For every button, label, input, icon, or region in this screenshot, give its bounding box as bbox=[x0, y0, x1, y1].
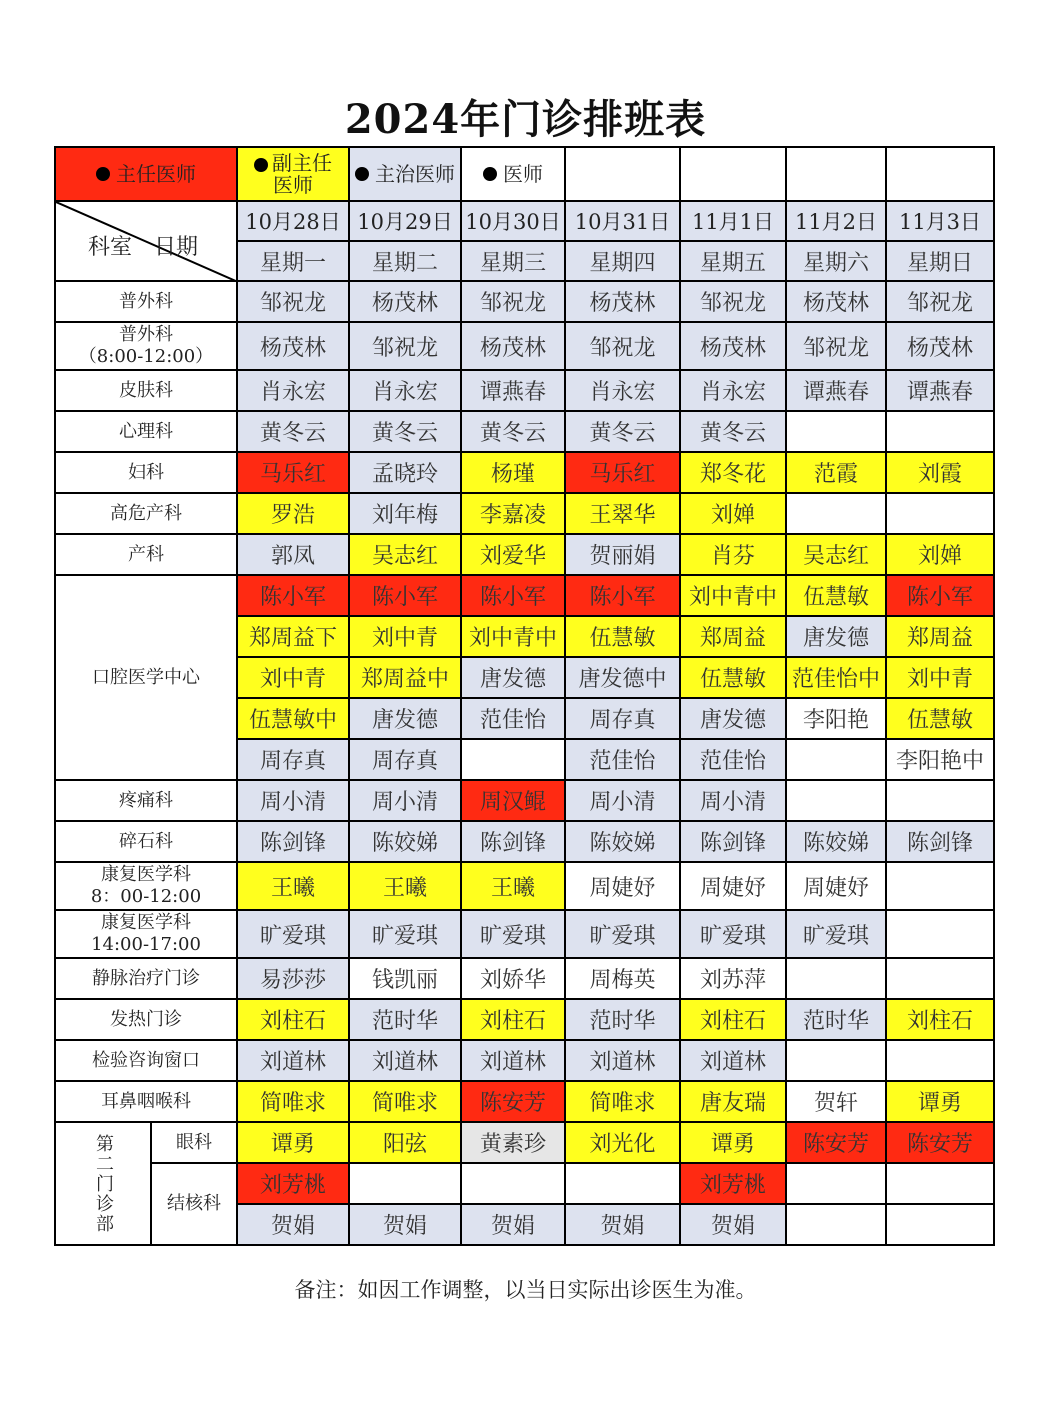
schedule-cell: 范佳怡 bbox=[680, 739, 786, 780]
schedule-cell: 刘中青 bbox=[349, 616, 461, 657]
schedule-cell: 刘道林 bbox=[349, 1040, 461, 1081]
table-corner bbox=[55, 201, 237, 281]
dept-label bbox=[55, 910, 237, 958]
dept-label bbox=[55, 780, 237, 821]
schedule-cell: 陈姣娣 bbox=[786, 821, 886, 862]
dept-label: 眼科 bbox=[151, 1122, 237, 1163]
schedule-cell: 范时华 bbox=[786, 999, 886, 1040]
schedule-cell: 吴志红 bbox=[349, 534, 461, 575]
dept-name: 康复医学科 bbox=[101, 864, 191, 885]
schedule-cell: 唐发德 bbox=[461, 657, 565, 698]
schedule-cell: 谭勇 bbox=[680, 1122, 786, 1163]
legend-associate bbox=[237, 147, 349, 201]
schedule-cell: 陈剑锋 bbox=[886, 821, 994, 862]
schedule-cell: 刘芳桃 bbox=[237, 1163, 349, 1204]
dept-label bbox=[55, 493, 237, 534]
legend-physician bbox=[461, 147, 565, 201]
dept-name: 康复医学科 bbox=[101, 912, 191, 933]
table-row bbox=[55, 862, 994, 910]
schedule-cell: 刘中青 bbox=[237, 657, 349, 698]
schedule-cell bbox=[786, 493, 886, 534]
schedule-cell: 范佳怡 bbox=[565, 739, 680, 780]
dept-label bbox=[55, 370, 237, 411]
schedule-cell: 李阳艳中 bbox=[886, 739, 994, 780]
dept-name: 检验咨询窗口 bbox=[92, 1049, 200, 1071]
schedule-cell: 陈小军 bbox=[237, 575, 349, 616]
dept-label: 结核科 bbox=[151, 1163, 237, 1245]
schedule-cell: 李嘉凌 bbox=[461, 493, 565, 534]
schedule-cell: 杨茂林 bbox=[680, 322, 786, 370]
schedule-cell: 旷爱琪 bbox=[786, 910, 886, 958]
schedule-cell: 贺娟 bbox=[237, 1204, 349, 1245]
dept-label bbox=[55, 999, 237, 1040]
schedule-cell: 周婕妤 bbox=[786, 862, 886, 910]
schedule-cell: 周存真 bbox=[565, 698, 680, 739]
weekday-header: 星期四 bbox=[565, 241, 680, 281]
dept-name: 心理科 bbox=[119, 420, 173, 442]
schedule-cell: 杨茂林 bbox=[349, 281, 461, 322]
schedule-cell: 杨茂林 bbox=[237, 322, 349, 370]
dept-label: 口腔医学中心 bbox=[55, 575, 237, 780]
schedule-cell: 罗浩 bbox=[237, 493, 349, 534]
schedule-cell: 伍慧敏 bbox=[680, 657, 786, 698]
table-row bbox=[55, 493, 994, 534]
schedule-cell: 杨茂林 bbox=[461, 322, 565, 370]
schedule-cell: 范时华 bbox=[349, 999, 461, 1040]
schedule-cell: 刘道林 bbox=[565, 1040, 680, 1081]
corner-dept-label: 科室 bbox=[88, 235, 133, 260]
schedule-cell: 刘芳桃 bbox=[680, 1163, 786, 1204]
schedule-cell: 陈安芳 bbox=[786, 1122, 886, 1163]
schedule-cell: 谭勇 bbox=[237, 1122, 349, 1163]
table-row bbox=[55, 910, 994, 958]
weekday-header: 星期五 bbox=[680, 241, 786, 281]
dept-hours: （8:00-12:00） bbox=[78, 346, 214, 367]
dept-label bbox=[55, 534, 237, 575]
footnote: 备注：如因工作调整，以当日实际出诊医生为准。 bbox=[294, 1278, 757, 1302]
schedule-cell: 邹祝龙 bbox=[565, 322, 680, 370]
legend-chief-label: 主任医师 bbox=[116, 162, 196, 186]
schedule-cell bbox=[886, 411, 994, 452]
dept-name: 耳鼻咽喉科 bbox=[101, 1090, 191, 1112]
date-header: 10月31日 bbox=[565, 201, 680, 241]
schedule-cell bbox=[886, 1163, 994, 1204]
schedule-cell: 郭凤 bbox=[237, 534, 349, 575]
schedule-cell: 唐友瑞 bbox=[680, 1081, 786, 1122]
table-row bbox=[55, 821, 994, 862]
schedule-cell: 黄冬云 bbox=[680, 411, 786, 452]
dept-label bbox=[55, 821, 237, 862]
schedule-cell: 杨茂林 bbox=[786, 281, 886, 322]
schedule-cell: 贺娟 bbox=[565, 1204, 680, 1245]
schedule-cell: 陈剑锋 bbox=[237, 821, 349, 862]
schedule-cell: 刘爱华 bbox=[461, 534, 565, 575]
bullet-icon bbox=[483, 167, 497, 181]
schedule-cell: 周婕妤 bbox=[565, 862, 680, 910]
dept-name: 碎石科 bbox=[119, 830, 173, 852]
schedule-cell: 周小清 bbox=[237, 780, 349, 821]
second-clinic-label: 第二门诊部 bbox=[93, 1133, 114, 1234]
schedule-cell: 肖永宏 bbox=[237, 370, 349, 411]
weekday-header: 星期二 bbox=[349, 241, 461, 281]
schedule-cell: 郑周益下 bbox=[237, 616, 349, 657]
schedule-cell bbox=[565, 1163, 680, 1204]
schedule-cell: 谭燕春 bbox=[886, 370, 994, 411]
schedule-cell bbox=[461, 1163, 565, 1204]
schedule-cell: 马乐红 bbox=[237, 452, 349, 493]
date-header: 10月29日 bbox=[349, 201, 461, 241]
weekday-header: 星期三 bbox=[461, 241, 565, 281]
schedule-cell: 王翠华 bbox=[565, 493, 680, 534]
schedule-cell: 简唯求 bbox=[237, 1081, 349, 1122]
legend-associate-label: 副主任 bbox=[272, 151, 332, 175]
dept-name: 妇科 bbox=[128, 461, 164, 483]
dept-label bbox=[55, 411, 237, 452]
schedule-cell: 黄冬云 bbox=[349, 411, 461, 452]
schedule-cell: 刘柱石 bbox=[461, 999, 565, 1040]
schedule-cell: 黄冬云 bbox=[461, 411, 565, 452]
schedule-cell bbox=[786, 780, 886, 821]
dept-name: 发热门诊 bbox=[110, 1008, 182, 1030]
bullet-icon bbox=[355, 167, 369, 181]
schedule-cell: 陈剑锋 bbox=[680, 821, 786, 862]
schedule-cell: 简唯求 bbox=[565, 1081, 680, 1122]
schedule-cell: 陈小军 bbox=[349, 575, 461, 616]
schedule-cell bbox=[786, 958, 886, 999]
dept-name: 普外科 bbox=[119, 290, 173, 312]
weekday-header: 星期一 bbox=[237, 241, 349, 281]
dept-name: 高危产科 bbox=[110, 502, 182, 524]
schedule-cell: 周梅英 bbox=[565, 958, 680, 999]
diagonal-line bbox=[56, 202, 237, 281]
schedule-cell bbox=[886, 780, 994, 821]
schedule-cell: 伍慧敏 bbox=[565, 616, 680, 657]
legend-attending-label: 主治医师 bbox=[375, 162, 455, 186]
table-row bbox=[55, 534, 994, 575]
schedule-cell: 黄冬云 bbox=[565, 411, 680, 452]
schedule-cell: 周小清 bbox=[680, 780, 786, 821]
schedule-cell: 黄素珍 bbox=[461, 1122, 565, 1163]
schedule-cell: 王曦 bbox=[349, 862, 461, 910]
schedule-cell: 贺娟 bbox=[349, 1204, 461, 1245]
schedule-cell: 刘中青中 bbox=[680, 575, 786, 616]
schedule-cell bbox=[886, 1040, 994, 1081]
schedule-cell: 刘婵 bbox=[680, 493, 786, 534]
schedule-cell: 简唯求 bbox=[349, 1081, 461, 1122]
dept-name: 疼痛科 bbox=[119, 789, 173, 811]
schedule-cell: 周汉鲲 bbox=[461, 780, 565, 821]
schedule-cell: 刘霞 bbox=[886, 452, 994, 493]
dept-label bbox=[55, 1040, 237, 1081]
schedule-cell: 马乐红 bbox=[565, 452, 680, 493]
date-header: 10月30日 bbox=[461, 201, 565, 241]
dept-label bbox=[55, 862, 237, 910]
schedule-cell: 肖芬 bbox=[680, 534, 786, 575]
schedule-cell: 旷爱琪 bbox=[349, 910, 461, 958]
schedule-cell: 范佳怡中 bbox=[786, 657, 886, 698]
dept-name: 产科 bbox=[128, 543, 164, 565]
dept-name: 静脉治疗门诊 bbox=[92, 967, 200, 989]
schedule-cell: 刘苏萍 bbox=[680, 958, 786, 999]
schedule-cell: 吴志红 bbox=[786, 534, 886, 575]
schedule-cell: 刘道林 bbox=[680, 1040, 786, 1081]
schedule-cell: 刘柱石 bbox=[237, 999, 349, 1040]
legend-row bbox=[55, 147, 994, 201]
schedule-cell: 易莎莎 bbox=[237, 958, 349, 999]
schedule-cell: 邹祝龙 bbox=[349, 322, 461, 370]
schedule-cell: 郑周益中 bbox=[349, 657, 461, 698]
weekday-header: 星期日 bbox=[886, 241, 994, 281]
schedule-cell: 谭勇 bbox=[886, 1081, 994, 1122]
dept-label bbox=[55, 452, 237, 493]
schedule-cell: 邹祝龙 bbox=[886, 281, 994, 322]
schedule-cell: 刘婵 bbox=[886, 534, 994, 575]
schedule-cell: 刘娇华 bbox=[461, 958, 565, 999]
schedule-cell: 杨茂林 bbox=[886, 322, 994, 370]
schedule-cell: 旷爱琪 bbox=[565, 910, 680, 958]
dept-hours: 14:00-17:00 bbox=[91, 934, 201, 955]
table-row bbox=[55, 452, 994, 493]
schedule-cell: 唐发德 bbox=[786, 616, 886, 657]
date-header: 10月28日 bbox=[237, 201, 349, 241]
schedule-cell bbox=[886, 1204, 994, 1245]
schedule-cell: 刘中青中 bbox=[461, 616, 565, 657]
schedule-cell: 贺轩 bbox=[786, 1081, 886, 1122]
schedule-cell bbox=[886, 493, 994, 534]
schedule-cell: 旷爱琪 bbox=[461, 910, 565, 958]
page-title: 2024年门诊排班表 bbox=[344, 96, 707, 143]
legend-associate-label-2: 医师 bbox=[273, 173, 313, 197]
schedule-cell: 旷爱琪 bbox=[237, 910, 349, 958]
schedule-cell: 刘柱石 bbox=[886, 999, 994, 1040]
schedule-cell: 肖永宏 bbox=[680, 370, 786, 411]
schedule-cell: 黄冬云 bbox=[237, 411, 349, 452]
schedule-cell: 陈安芳 bbox=[886, 1122, 994, 1163]
schedule-cell: 刘柱石 bbox=[680, 999, 786, 1040]
schedule-cell: 谭燕春 bbox=[461, 370, 565, 411]
schedule-cell: 陈姣娣 bbox=[565, 821, 680, 862]
schedule-cell: 贺娟 bbox=[680, 1204, 786, 1245]
bullet-icon bbox=[254, 158, 268, 172]
schedule-cell: 唐发德 bbox=[349, 698, 461, 739]
schedule-cell: 王曦 bbox=[237, 862, 349, 910]
date-row bbox=[55, 201, 994, 241]
schedule-table bbox=[54, 146, 995, 1246]
schedule-cell bbox=[786, 1040, 886, 1081]
table-row bbox=[55, 958, 994, 999]
date-header: 11月3日 bbox=[886, 201, 994, 241]
schedule-cell: 范佳怡 bbox=[461, 698, 565, 739]
schedule-cell bbox=[349, 1163, 461, 1204]
legend-attending bbox=[349, 147, 461, 201]
schedule-cell: 陈小军 bbox=[565, 575, 680, 616]
schedule-cell: 杨茂林 bbox=[565, 281, 680, 322]
table-row bbox=[55, 281, 994, 322]
schedule-cell: 旷爱琪 bbox=[680, 910, 786, 958]
schedule-cell: 钱凯丽 bbox=[349, 958, 461, 999]
schedule-cell: 刘光化 bbox=[565, 1122, 680, 1163]
schedule-cell bbox=[886, 910, 994, 958]
weekday-header: 星期六 bbox=[786, 241, 886, 281]
schedule-cell: 唐发德 bbox=[680, 698, 786, 739]
schedule-cell: 周婕妤 bbox=[680, 862, 786, 910]
schedule-cell: 贺娟 bbox=[461, 1204, 565, 1245]
table-row bbox=[55, 999, 994, 1040]
schedule-cell: 陈小军 bbox=[461, 575, 565, 616]
schedule-cell: 杨瑾 bbox=[461, 452, 565, 493]
table-row bbox=[55, 780, 994, 821]
schedule-cell: 肖永宏 bbox=[565, 370, 680, 411]
schedule-cell: 邹祝龙 bbox=[680, 281, 786, 322]
schedule-cell bbox=[786, 411, 886, 452]
schedule-cell: 孟晓玲 bbox=[349, 452, 461, 493]
schedule-cell: 刘道林 bbox=[237, 1040, 349, 1081]
schedule-cell bbox=[886, 958, 994, 999]
bullet-icon bbox=[96, 167, 110, 181]
schedule-cell: 周存真 bbox=[237, 739, 349, 780]
schedule-cell: 陈小军 bbox=[886, 575, 994, 616]
schedule-cell: 邹祝龙 bbox=[461, 281, 565, 322]
date-header: 11月2日 bbox=[786, 201, 886, 241]
legend-chief bbox=[55, 147, 237, 201]
schedule-cell: 郑周益 bbox=[886, 616, 994, 657]
schedule-cell: 唐发德中 bbox=[565, 657, 680, 698]
schedule-cell: 范时华 bbox=[565, 999, 680, 1040]
dept-hours: 8：00-12:00 bbox=[90, 886, 202, 907]
schedule-cell: 郑冬花 bbox=[680, 452, 786, 493]
schedule-cell bbox=[786, 1163, 886, 1204]
schedule-cell: 伍慧敏 bbox=[786, 575, 886, 616]
schedule-cell: 周小清 bbox=[349, 780, 461, 821]
schedule-cell: 周存真 bbox=[349, 739, 461, 780]
schedule-cell: 范霞 bbox=[786, 452, 886, 493]
schedule-cell: 伍慧敏 bbox=[886, 698, 994, 739]
schedule-cell: 陈安芳 bbox=[461, 1081, 565, 1122]
schedule-cell: 刘年梅 bbox=[349, 493, 461, 534]
table-row bbox=[55, 1122, 994, 1163]
table-row bbox=[55, 575, 994, 616]
schedule-cell: 郑周益 bbox=[680, 616, 786, 657]
table-row bbox=[55, 1163, 994, 1204]
schedule-cell: 陈剑锋 bbox=[461, 821, 565, 862]
schedule-cell: 陈姣娣 bbox=[349, 821, 461, 862]
schedule-cell: 邹祝龙 bbox=[786, 322, 886, 370]
schedule-cell: 谭燕春 bbox=[786, 370, 886, 411]
dept-label bbox=[55, 1081, 237, 1122]
schedule-cell: 贺丽娟 bbox=[565, 534, 680, 575]
dept-label bbox=[55, 281, 237, 322]
schedule-cell: 邹祝龙 bbox=[237, 281, 349, 322]
dept-label bbox=[55, 958, 237, 999]
schedule-cell: 王曦 bbox=[461, 862, 565, 910]
schedule-cell bbox=[786, 739, 886, 780]
table-row bbox=[55, 1081, 994, 1122]
schedule-cell bbox=[786, 1204, 886, 1245]
schedule-cell: 周小清 bbox=[565, 780, 680, 821]
table-row bbox=[55, 322, 994, 370]
corner-date-label: 日期 bbox=[154, 235, 199, 260]
schedule-cell bbox=[886, 862, 994, 910]
schedule-cell: 李阳艳 bbox=[786, 698, 886, 739]
table-row bbox=[55, 370, 994, 411]
schedule-cell: 伍慧敏中 bbox=[237, 698, 349, 739]
date-header: 11月1日 bbox=[680, 201, 786, 241]
schedule-cell: 阳弦 bbox=[349, 1122, 461, 1163]
table-row bbox=[55, 1040, 994, 1081]
dept-name: 普外科 bbox=[119, 324, 173, 345]
schedule-cell bbox=[461, 739, 565, 780]
legend-physician-label: 医师 bbox=[503, 162, 543, 186]
schedule-cell: 刘道林 bbox=[461, 1040, 565, 1081]
second-clinic-group bbox=[55, 1122, 151, 1245]
schedule-cell: 肖永宏 bbox=[349, 370, 461, 411]
table-row bbox=[55, 411, 994, 452]
dept-label bbox=[55, 322, 237, 370]
dept-name: 皮肤科 bbox=[119, 379, 173, 401]
schedule-cell: 刘中青 bbox=[886, 657, 994, 698]
